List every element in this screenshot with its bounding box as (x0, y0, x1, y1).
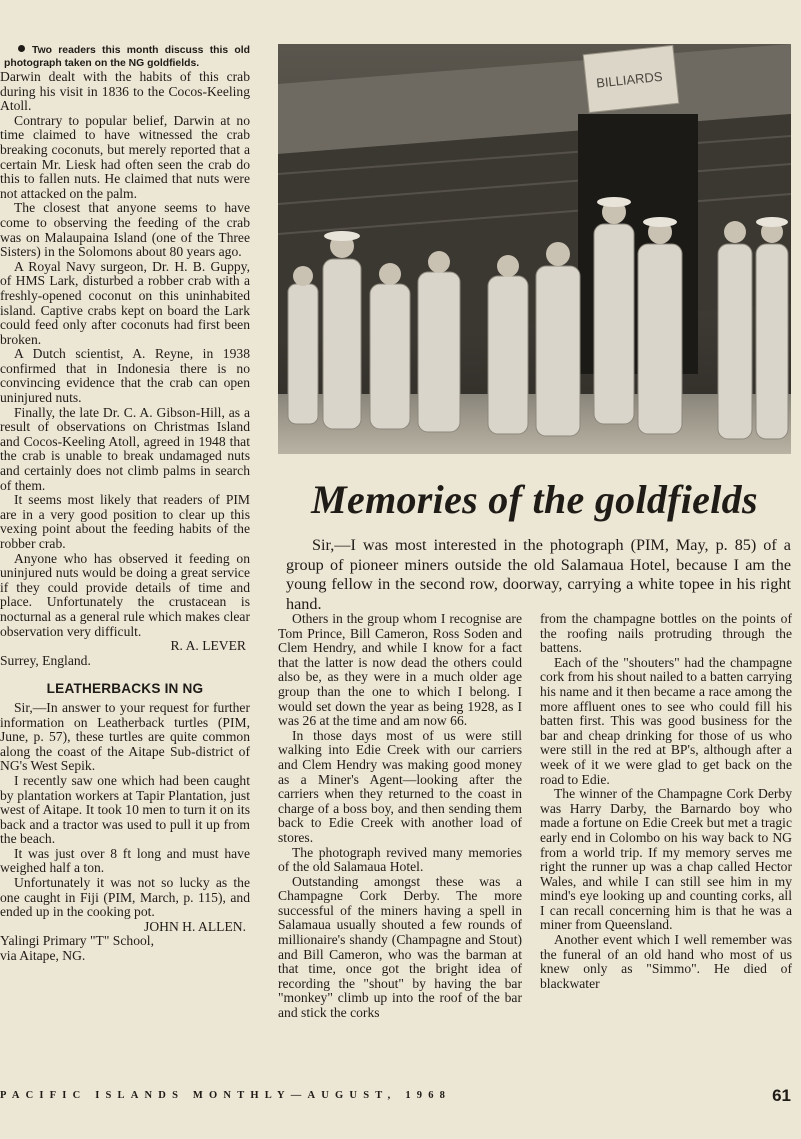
paragraph: Unfortunately it was not so lucky as the one caught in Fiji (PIM, March, p. 115), and ended up in the cooking pot. (0, 875, 250, 920)
paragraph: Darwin dealt with the habits of this crab during his visit in 1836 to the Cocos-Keeling Atoll. (0, 69, 250, 114)
paragraph: Sir,—In answer to your request for further information on Leatherback turtles (PIM, June, p. 57), these turtles are quite common along the coast of the Aitape Sub-district of NG's West Sepik. (0, 699, 250, 774)
signature: JOHN H. ALLEN. (144, 918, 246, 934)
intro-note: Two readers this month discuss this old photograph taken on the NG goldfields. (4, 45, 250, 69)
running-footer: PACIFIC ISLANDS MONTHLY—AUGUST, 1968 (0, 1090, 452, 1101)
paragraph: Others in the group whom I recognise are Tom Prince, Bill Cameron, Ross Soden and Clem Hendry, and while I know for a fact that the latter is now dead the others could also be, as they were in a much older age group than the one to which I belong. I would set down the year as being 1928, as I was 26 at the time and am now 66. (278, 611, 522, 729)
paragraph: I recently saw one which had been caught by plantation workers at Tapir Plantation, just west of Aitape. It took 10 men to turn it on its back and a tractor was used to pull it up from the beach. (0, 772, 250, 847)
article-column-2 (540, 612, 792, 991)
paragraph: The closest that anyone seems to have come to observing the feeding of the crab was on Malaupaina Island (one of the Three Sisters) in the Solomons about 80 years ago. (0, 200, 250, 260)
paragraph: It was just over 8 ft long and must have weighed half a ton. (0, 845, 250, 876)
paragraph: Contrary to popular belief, Darwin at no time claimed to have witnessed the crab breaking coconuts, but merely reported that a certain Mr. Liesk had often seen the crab do this to fallen nuts. He claimed that nuts were not attacked on the palm. (0, 112, 250, 201)
paragraph: The photograph revived many memories of the old Salamaua Hotel. (278, 844, 522, 875)
paragraph: The winner of the Champagne Cork Derby was Harry Darby, the Barnardo boy who made a fortune on Edie Creek but met a tragic early end in Colombo on his way back to NG from a world trip. If my memory serves me right the runner up was a chap called Hector Wales, and while I can still see him in my mind's eye looking up and counting corks, all I can recall concerning him is that he was a miner from Queensland. (540, 786, 792, 933)
signature-location: Surrey, England. (0, 652, 91, 668)
paragraph: A Royal Navy surgeon, Dr. H. B. Guppy, of HMS Lark, disturbed a robber crab with a freshly-opened coconut on this uninhabited island. Captive crabs kept on board the Lark could feed only after coconuts had first been broken. (0, 258, 250, 347)
article-lead: Sir,—I was most interested in the photograph (PIM, May, p. 85) of a group of pioneer miners outside the old Salamaua Hotel, because I am the young fellow in the second row, doorway, carrying a white topee in his right hand. (286, 536, 791, 613)
page-footer (0, 1082, 801, 1112)
paragraph: A Dutch scientist, A. Reyne, in 1938 confirmed that in Indonesia there is no convincing evidence that the crab can open uninjured nuts. (0, 346, 250, 406)
leatherbacks-letter (0, 701, 250, 964)
signature: R. A. LEVER (170, 638, 246, 654)
address-line: Yalingi Primary "T" School, (0, 933, 154, 949)
paragraph: from the champagne bottles on the points of the roofing nails protruding through the battens. (540, 611, 792, 656)
paragraph: Outstanding amongst these was a Champagne Cork Derby. The more successful of the miners having a spell in Salamaua usually shouted a few rounds of millionaire's shandy (Champagne and Stout) and Bill Cameron, who was the barman at that time, once got the bright idea of recording the "shout" by having the bar "monkey" climb up into the roof of the bar and stick the corks (278, 873, 522, 1021)
paragraph: Another event which I well remember was the funeral of an old hand who most of us knew only as "Simmo". He died of blackwater (540, 932, 792, 991)
article-column-1 (278, 612, 522, 1021)
paragraph: In those days most of us were still walking into Edie Creek with our carriers and Clem Hendry was making good money as a Miner's Agent—looking after the carriers when they returned to the coast in charge of a boss boy, and then sending them back to Edie Creek with another load of stores. (278, 727, 522, 845)
address-line: via Aitape, NG. (0, 948, 86, 964)
paragraph: Each of the "shouters" had the champagne cork from his shout nailed to a batten carrying his name and it then became a race among the more affluent ones to see who could fill his batten first. This was good business for the bar and cheap drinking for those of us who were still in the red at BP's, although after a week of it we were glad to get back on the road to Edie. (540, 654, 792, 787)
historic-photograph (278, 44, 791, 454)
paragraph: It seems most likely that readers of PIM are in a very good position to clear up this vexing point about the feeding habits of the robber crab. (0, 492, 250, 551)
billiards-sign: BILLIARDS (595, 68, 664, 91)
photo-illustration (278, 44, 791, 454)
article-headline: Memories of the goldfields (311, 477, 758, 522)
paragraph: Anyone who has observed it feeding on uninjured nuts would be doing a great service if they could provide details of time and place. Unfortunately the crustacean is nocturnal as a general rule which makes clear observation very difficult. (0, 550, 250, 639)
page-number: 61 (772, 1086, 791, 1105)
crab-letter (0, 70, 250, 668)
left-column (0, 44, 250, 964)
bullet-icon (18, 45, 25, 52)
paragraph: Finally, the late Dr. C. A. Gibson-Hill, as a result of observations on Christmas Island and Cocos-Keeling Atoll, agreed in 1948 that the crab is unable to break undamaged nuts and certainly does not climb palms in search of them. (0, 404, 250, 493)
section-title: LEATHERBACKS IN NG (46, 681, 204, 697)
